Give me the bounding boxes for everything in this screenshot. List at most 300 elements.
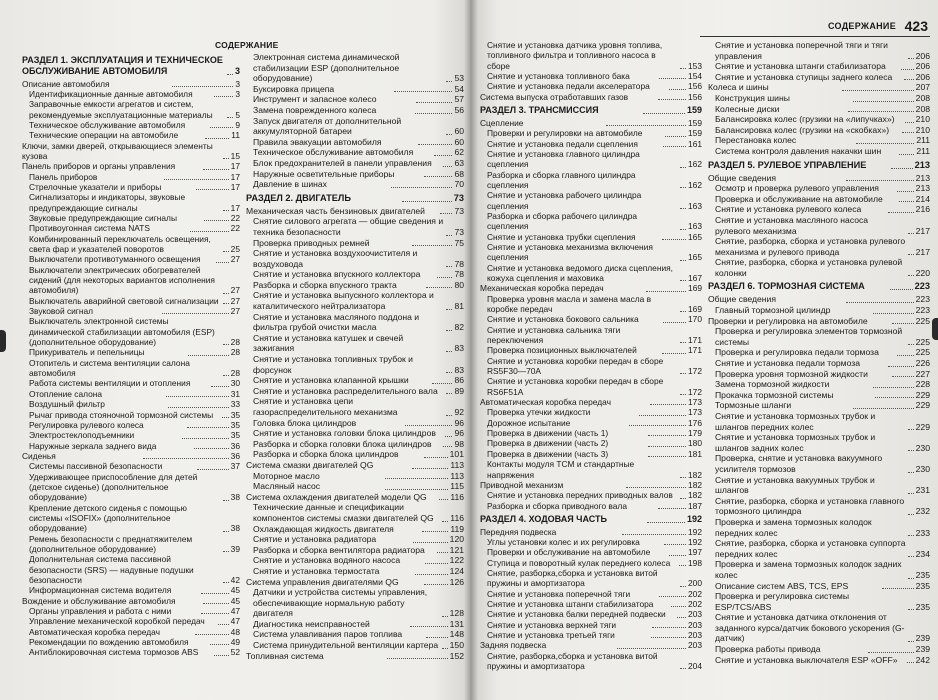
toc-section-heading bbox=[480, 105, 702, 116]
toc-entry-title: Снятие, разборка, сборка и установка рулевой колонки bbox=[715, 257, 903, 278]
toc-entry-title: Панель приборов и органы управления bbox=[22, 161, 176, 172]
toc-entry-title: Технические операции на автомобиле bbox=[29, 130, 179, 141]
toc-entry-page: 56 bbox=[454, 104, 464, 115]
toc-entry bbox=[708, 369, 930, 380]
toc-entry-page: 25 bbox=[230, 244, 240, 254]
toc-entry bbox=[480, 537, 702, 547]
toc-entry bbox=[708, 612, 930, 644]
toc-entry bbox=[22, 234, 240, 255]
toc-entry bbox=[22, 141, 240, 162]
toc-entry-title: Проверка утечки жидкости bbox=[487, 407, 591, 418]
toc-entry-page: 159 bbox=[686, 105, 703, 116]
toc-entry bbox=[480, 407, 702, 417]
toc-entry-page: 239 bbox=[915, 644, 931, 655]
toc-entry-title: Снятие и установка масляного поддона и фильтра грубой очистки масла bbox=[253, 311, 420, 333]
toc-entry-page: 217 bbox=[915, 225, 930, 236]
toc-entry bbox=[480, 558, 702, 568]
toc-entry-title: Балансировка колес (грузики на «липучках») bbox=[715, 114, 895, 125]
toc-entry bbox=[246, 492, 464, 503]
toc-entry bbox=[246, 386, 464, 397]
dot-leader bbox=[424, 176, 452, 177]
dot-leader bbox=[182, 438, 228, 439]
toc-entry bbox=[246, 651, 464, 662]
dot-leader bbox=[223, 500, 229, 501]
toc-entry-title: Воздушный фильтр bbox=[29, 399, 105, 410]
dot-leader bbox=[899, 154, 915, 155]
toc-entry-title: Разборка и сборка рабочего цилиндра сцепления bbox=[487, 210, 638, 232]
dot-leader bbox=[606, 125, 686, 126]
dot-leader bbox=[227, 74, 233, 75]
toc-entry-title: Выключатели противотуманного освещения bbox=[29, 254, 201, 265]
toc-entry bbox=[480, 630, 702, 640]
dot-leader bbox=[446, 393, 452, 394]
toc-entry bbox=[708, 496, 930, 517]
toc-entry-page: 30 bbox=[230, 378, 241, 389]
dot-leader bbox=[648, 456, 686, 457]
dot-leader bbox=[663, 322, 686, 323]
toc-entry-page: 182 bbox=[688, 490, 702, 501]
toc-entry-page: 3 bbox=[235, 78, 241, 89]
dot-leader bbox=[626, 487, 686, 488]
toc-entry-page: 78 bbox=[454, 258, 464, 269]
toc-entry-page: 203 bbox=[688, 640, 702, 651]
toc-entry bbox=[708, 591, 930, 612]
toc-entry-title: Снятие, разборка, сборка и установка суппорта передних колес bbox=[715, 538, 906, 559]
dot-leader bbox=[434, 155, 453, 156]
toc-entry bbox=[708, 581, 930, 592]
dot-leader bbox=[648, 435, 686, 436]
toc-entry bbox=[480, 428, 702, 438]
toc-entry bbox=[480, 71, 702, 81]
toc-entry bbox=[22, 213, 240, 223]
dot-leader bbox=[622, 534, 686, 535]
toc-entry-page: 198 bbox=[688, 557, 702, 568]
dot-leader bbox=[188, 355, 229, 356]
dot-leader bbox=[669, 89, 686, 90]
toc-entry-page: 82 bbox=[454, 322, 464, 333]
toc-entry-page: 159 bbox=[688, 117, 702, 128]
toc-entry-title: Снятие и установка впускного коллектора bbox=[253, 269, 421, 280]
toc-entry bbox=[708, 93, 930, 104]
toc-entry bbox=[246, 290, 464, 311]
toc-entry-page: 17 bbox=[230, 161, 241, 172]
toc-entry-title: Комбинированный переключатель освещения, света фар и указателей поворотов bbox=[29, 233, 211, 254]
toc-entry bbox=[22, 389, 240, 399]
dot-leader bbox=[190, 231, 228, 232]
toc-entry-page: 235 bbox=[915, 601, 930, 612]
dot-leader bbox=[446, 266, 452, 267]
dot-leader bbox=[172, 86, 233, 87]
toc-entry-title: Органы управления и работа с ними bbox=[29, 606, 172, 617]
toc-entry-title: Рекомендации по вождению автомобиля bbox=[29, 637, 189, 648]
toc-entry bbox=[480, 92, 702, 102]
toc-entry-title: Снятие и установка педали тормоза bbox=[715, 358, 860, 369]
toc-entry bbox=[480, 118, 702, 128]
toc-entry-page: 171 bbox=[688, 335, 702, 346]
toc-entry-page: 17 bbox=[230, 181, 241, 192]
toc-entry bbox=[708, 40, 930, 61]
dot-leader bbox=[166, 396, 228, 397]
dot-leader bbox=[446, 415, 452, 416]
toc-entry bbox=[480, 490, 702, 500]
toc-entry-page: 37 bbox=[230, 461, 240, 472]
toc-entry bbox=[246, 84, 464, 95]
toc-entry-title: Снятие и установка верхней тяги bbox=[487, 619, 617, 630]
toc-entry-title: Снятие и установка ведомого диска сцепления, кожуха сцепления и маховика bbox=[487, 262, 673, 283]
toc-entry-title: Проверка работы привода bbox=[715, 644, 821, 655]
toc-entry-page: 172 bbox=[688, 366, 702, 377]
dot-leader bbox=[873, 387, 914, 388]
dot-leader bbox=[412, 468, 448, 469]
toc-entry bbox=[246, 396, 464, 417]
toc-entry-title: Проверка в движении (часть 3) bbox=[487, 448, 609, 459]
dot-leader bbox=[846, 302, 914, 303]
toc-entry bbox=[708, 347, 930, 358]
toc-entry-title: Удерживающее приспособление для детей (детское сиденье) (дополнительное оборудование) bbox=[29, 471, 198, 503]
toc-entry-page: 210 bbox=[915, 124, 931, 135]
toc-entry bbox=[246, 179, 464, 190]
toc-entry bbox=[22, 358, 240, 379]
toc-entry-page: 35 bbox=[230, 419, 240, 430]
toc-entry-title: Система управления двигателями QG bbox=[246, 576, 399, 587]
toc-entry-page: 113 bbox=[450, 470, 465, 481]
toc-entry-page: 78 bbox=[454, 269, 464, 280]
toc-entry bbox=[246, 577, 464, 588]
toc-entry-title: Разборка и сборка вентилятора радиатора bbox=[253, 544, 425, 555]
dot-leader bbox=[680, 498, 686, 499]
toc-entry bbox=[22, 99, 240, 120]
dot-leader bbox=[671, 606, 686, 607]
dot-leader bbox=[904, 79, 914, 80]
toc-entry bbox=[22, 647, 240, 657]
toc-entry-page: 115 bbox=[450, 481, 464, 492]
toc-entry bbox=[480, 128, 702, 138]
toc-entry-page: 113 bbox=[450, 459, 465, 470]
toc-entry-title: Общие сведения bbox=[708, 294, 776, 305]
toc-entry bbox=[708, 173, 930, 184]
toc-entry-page: 53 bbox=[454, 73, 464, 84]
toc-entry bbox=[246, 94, 464, 105]
dot-leader bbox=[394, 91, 452, 92]
toc-entry bbox=[480, 609, 702, 619]
dot-leader bbox=[187, 427, 228, 428]
toc-entry-title: Система принудительной вентиляции картера bbox=[253, 640, 439, 651]
toc-entry-title: Проверка приводных ремней bbox=[253, 237, 370, 248]
toc-entry-page: 36 bbox=[230, 450, 240, 461]
toc-entry-page: 27 bbox=[230, 295, 240, 306]
toc-entry-title: Снятие и установка балки передней подвески bbox=[487, 609, 666, 620]
toc-entry-page: 3 bbox=[235, 88, 240, 99]
toc-entry-page: 233 bbox=[915, 527, 930, 538]
dot-leader bbox=[210, 127, 233, 128]
toc-entry-page: 228 bbox=[915, 379, 931, 390]
toc-entry-title: Электронная система динамической стабилизации ESP (дополнительное оборудование) bbox=[253, 52, 400, 84]
toc-entry-title: Панель приборов bbox=[29, 171, 98, 182]
dot-leader bbox=[868, 652, 914, 653]
toc-entry-title: Снятие и установка передних приводных валов bbox=[487, 490, 673, 501]
dot-leader bbox=[648, 446, 686, 447]
toc-entry bbox=[708, 236, 930, 257]
dot-leader bbox=[680, 68, 686, 69]
binding-mark-right bbox=[932, 318, 938, 340]
toc-entry-page: 223 bbox=[915, 294, 930, 305]
toc-entry bbox=[480, 547, 702, 557]
toc-entry-page: 120 bbox=[449, 534, 465, 545]
dot-leader bbox=[901, 69, 914, 70]
toc-entry bbox=[480, 527, 702, 537]
toc-entry-page: 42 bbox=[230, 575, 240, 585]
dot-leader bbox=[842, 90, 914, 91]
dot-leader bbox=[647, 522, 685, 523]
dot-leader bbox=[214, 96, 233, 97]
toc-entry-title: Диагностика неисправностей bbox=[253, 618, 370, 629]
dot-leader bbox=[223, 158, 229, 159]
toc-entry-page: 225 bbox=[915, 336, 930, 347]
dot-leader bbox=[216, 262, 229, 263]
toc-entry-title: Звуковые предупреждающие сигналы bbox=[29, 212, 177, 223]
toc-entry bbox=[480, 480, 702, 490]
toc-entry-title: Антиблокировочная система тормозов ABS bbox=[29, 647, 199, 658]
toc-entry bbox=[246, 216, 464, 237]
toc-entry-title: Информационная система водителя bbox=[29, 585, 172, 596]
toc-entry-title: Механическая часть бензиновых двигателей bbox=[246, 205, 425, 216]
toc-entry-page: 36 bbox=[230, 440, 240, 451]
toc-entry bbox=[246, 158, 464, 169]
dot-leader bbox=[680, 260, 686, 261]
dot-leader bbox=[424, 457, 448, 458]
toc-entry-title: Прикуриватель и пепельницы bbox=[29, 347, 145, 358]
toc-entry-page: 182 bbox=[688, 469, 702, 480]
toc-entry-title: Проверка в движении (часть 1) bbox=[487, 428, 609, 439]
toc-entry-title: Масляный насос bbox=[253, 481, 321, 492]
toc-entry-page: 182 bbox=[688, 479, 703, 490]
toc-entry bbox=[22, 472, 240, 503]
toc-entry-title: Снятие и установка коробки передач в сборе RS5F30—70A bbox=[487, 355, 664, 377]
toc-entry-page: 89 bbox=[454, 385, 465, 396]
dot-leader bbox=[223, 251, 229, 252]
dot-leader bbox=[892, 323, 914, 324]
toc-entry-page: 203 bbox=[688, 630, 702, 641]
toc-entry-page: 176 bbox=[688, 417, 702, 428]
toc-entry-title: Разборка и сборка впускного тракта bbox=[253, 279, 397, 290]
toc-entry-title: Проверка и регулировка системы ESP/TCS/ABS bbox=[715, 591, 850, 612]
toc-entry-title: Передняя подвеска bbox=[480, 526, 557, 537]
toc-entry bbox=[22, 606, 240, 616]
toc-entry-title: Общие сведения bbox=[708, 172, 776, 183]
toc-entry bbox=[708, 517, 930, 538]
toc-entry bbox=[22, 534, 240, 555]
dot-leader bbox=[680, 311, 686, 312]
toc-entry-title: Снятие и установка клапанной крышки bbox=[253, 375, 409, 386]
dot-leader bbox=[426, 637, 448, 638]
toc-entry bbox=[708, 204, 930, 215]
toc-entry-title: Проверка и замена тормозных колодок передних колес bbox=[715, 516, 872, 538]
toc-section-heading bbox=[480, 514, 702, 525]
toc-entry-title: РАЗДЕЛ 6. ТОРМОЗНАЯ СИСТЕМА bbox=[708, 281, 865, 292]
dot-leader bbox=[425, 563, 448, 564]
toc-entry-title: Главный тормозной цилиндр bbox=[715, 305, 831, 316]
toc-entry-page: 96 bbox=[454, 417, 464, 428]
dot-leader bbox=[387, 658, 448, 659]
toc-entry bbox=[22, 265, 240, 296]
toc-entry-page: 225 bbox=[915, 347, 930, 358]
dot-leader bbox=[432, 383, 453, 384]
page-title: СОДЕРЖАНИЕ bbox=[215, 40, 279, 50]
toc-entry-title: Отопление салона bbox=[29, 388, 103, 399]
toc-entry bbox=[708, 61, 930, 72]
toc-entry bbox=[246, 471, 464, 482]
toc-entry-title: Техническое обслуживание автомобиля bbox=[253, 147, 414, 158]
dot-leader bbox=[875, 397, 914, 398]
dot-leader bbox=[888, 366, 914, 367]
toc-entry-title: Охлаждающая жидкость двигателя bbox=[253, 523, 394, 534]
toc-entry-page: 223 bbox=[915, 305, 930, 316]
toc-entry-title: Снятие и установка бокового сальника bbox=[487, 314, 639, 325]
toc-entry-title: Колесные диски bbox=[715, 103, 780, 114]
dot-leader bbox=[223, 375, 229, 376]
toc-entry-title: Снятие и установка распределительного вала bbox=[253, 385, 438, 396]
toc-entry-title: Балансировка колес (грузики на «скобках») bbox=[715, 124, 890, 135]
toc-entry bbox=[480, 501, 702, 511]
toc-entry-page: 73 bbox=[454, 226, 464, 237]
toc-entry-title: Стрелочные указатели и приборы bbox=[29, 181, 162, 192]
toc-entry-title: Задняя подвеска bbox=[480, 640, 547, 651]
toc-entry-title: Снятие и установка педали акселератора bbox=[487, 81, 650, 92]
toc-column-2 bbox=[246, 52, 464, 661]
toc-entry-page: 165 bbox=[688, 231, 702, 242]
toc-entry-title: Проверки и регулировки на автомобиле bbox=[487, 128, 643, 139]
dot-leader bbox=[410, 626, 448, 627]
dot-leader bbox=[680, 229, 686, 230]
toc-entry-page: 63 bbox=[454, 157, 464, 168]
toc-entry-page: 98 bbox=[454, 438, 464, 449]
toc-entry-page: 162 bbox=[688, 179, 702, 190]
toc-entry bbox=[246, 449, 464, 460]
toc-entry-title: Ремень безопасности с преднатяжителем (дополнительное оборудование) bbox=[29, 533, 193, 554]
dot-leader bbox=[223, 210, 229, 211]
toc-entry-title: Звуковой сигнал bbox=[29, 306, 94, 317]
toc-section-heading bbox=[22, 55, 240, 77]
toc-entry-page: 148 bbox=[449, 629, 465, 640]
toc-entry bbox=[246, 147, 464, 158]
toc-entry-title: Инструмент и запасное колесо bbox=[253, 94, 377, 105]
toc-entry-page: 22 bbox=[230, 223, 240, 234]
toc-entry-page: 60 bbox=[454, 126, 464, 137]
dot-leader bbox=[853, 408, 913, 409]
dot-leader bbox=[908, 429, 914, 430]
toc-entry bbox=[480, 81, 702, 91]
toc-entry-title: Автоматическая коробка передач bbox=[29, 626, 160, 637]
toc-entry-page: 131 bbox=[449, 618, 465, 629]
dot-leader bbox=[646, 291, 686, 292]
dot-leader bbox=[391, 187, 453, 188]
dot-leader bbox=[908, 254, 914, 255]
toc-entry-title: Снятие и установка третьей тяги bbox=[487, 630, 615, 641]
dot-leader bbox=[890, 289, 913, 290]
toc-entry bbox=[708, 538, 930, 559]
toc-entry bbox=[22, 130, 240, 140]
toc-entry-page: 214 bbox=[915, 193, 930, 204]
toc-entry-title: Автоматическая коробка передач bbox=[480, 397, 611, 408]
toc-entry-page: 208 bbox=[915, 92, 931, 103]
toc-entry-page: 208 bbox=[915, 103, 931, 114]
toc-entry bbox=[22, 503, 240, 534]
dot-leader bbox=[210, 644, 229, 645]
toc-entry bbox=[22, 306, 240, 316]
toc-entry-title: Проверка, снятие и установка вакуумного усилителя тормозов bbox=[715, 453, 883, 474]
toc-entry-page: 27 bbox=[230, 285, 240, 296]
toc-entry-page: 92 bbox=[454, 407, 464, 417]
toc-entry-page: 31 bbox=[230, 388, 241, 399]
toc-entry bbox=[708, 183, 930, 194]
toc-entry-page: 5 bbox=[235, 109, 240, 120]
dot-leader bbox=[908, 58, 914, 59]
toc-entry bbox=[246, 333, 464, 354]
toc-entry-title: Система охлаждения двигателей модели QG bbox=[246, 491, 427, 502]
toc-entry bbox=[708, 379, 930, 390]
toc-entry-title: Проверки и обслуживание на автомобиле bbox=[487, 547, 651, 558]
toc-entry-page: 159 bbox=[688, 128, 702, 139]
dot-leader bbox=[162, 313, 229, 314]
toc-entry-title: Системы пассивной безопасности bbox=[29, 461, 163, 472]
dot-leader bbox=[662, 239, 686, 240]
toc-entry-page: 172 bbox=[688, 386, 702, 397]
dot-leader bbox=[223, 344, 229, 345]
toc-entry bbox=[480, 40, 702, 71]
toc-entry-page: 229 bbox=[915, 421, 930, 432]
toc-column-1 bbox=[22, 52, 240, 658]
toc-entry-title: Прокачка тормозной системы bbox=[715, 389, 834, 400]
toc-entry-page: 101 bbox=[449, 449, 464, 460]
toc-entry-page: 179 bbox=[688, 428, 702, 439]
toc-entry-page: 83 bbox=[454, 364, 464, 375]
toc-entry bbox=[480, 376, 702, 397]
dot-leader bbox=[440, 213, 453, 214]
toc-entry-page: 11 bbox=[231, 130, 240, 141]
toc-entry-page: 9 bbox=[235, 119, 241, 130]
toc-entry-page: 60 bbox=[454, 136, 464, 147]
toc-entry-page: 122 bbox=[449, 555, 465, 566]
toc-entry bbox=[708, 432, 930, 453]
dot-leader bbox=[415, 574, 448, 575]
dot-leader bbox=[203, 603, 229, 604]
toc-entry bbox=[246, 354, 464, 375]
toc-entry-title: Снятие, разборка,сборка и установка витой пружины и амортизатора bbox=[487, 568, 658, 589]
toc-entry bbox=[246, 116, 464, 137]
toc-entry-page: 45 bbox=[230, 585, 241, 596]
dot-leader bbox=[445, 436, 452, 437]
dot-leader bbox=[227, 117, 233, 118]
toc-entry-page: 202 bbox=[688, 599, 702, 610]
toc-entry bbox=[246, 619, 464, 630]
toc-entry-page: 217 bbox=[915, 246, 930, 257]
toc-entry-page: 86 bbox=[454, 375, 465, 386]
dot-leader bbox=[651, 637, 686, 638]
toc-entry-title: Снятие и установка топливного бака bbox=[487, 71, 630, 82]
toc-column-4 bbox=[708, 40, 930, 665]
dot-leader bbox=[405, 425, 452, 426]
toc-entry-title: РАЗДЕЛ 5. РУЛЕВОЕ УПРАВЛЕНИЕ bbox=[708, 159, 867, 170]
dot-leader bbox=[223, 582, 229, 583]
toc-entry-title: РАЗДЕЛ 1. ЭКСПЛУАТАЦИЯ И ТЕХНИЧЕСКОЕ ОБСЛУЖИВАНИЕ АВТОМОБИЛЯ bbox=[22, 55, 223, 76]
toc-entry-page: 49 bbox=[230, 637, 241, 648]
toc-entry-page: 170 bbox=[688, 314, 702, 325]
dot-leader bbox=[680, 280, 686, 281]
toc-entry bbox=[246, 238, 464, 249]
toc-entry-title: Правила эвакуации автомобиля bbox=[253, 136, 382, 147]
toc-entry-page: 192 bbox=[686, 513, 703, 524]
toc-entry bbox=[480, 139, 702, 149]
